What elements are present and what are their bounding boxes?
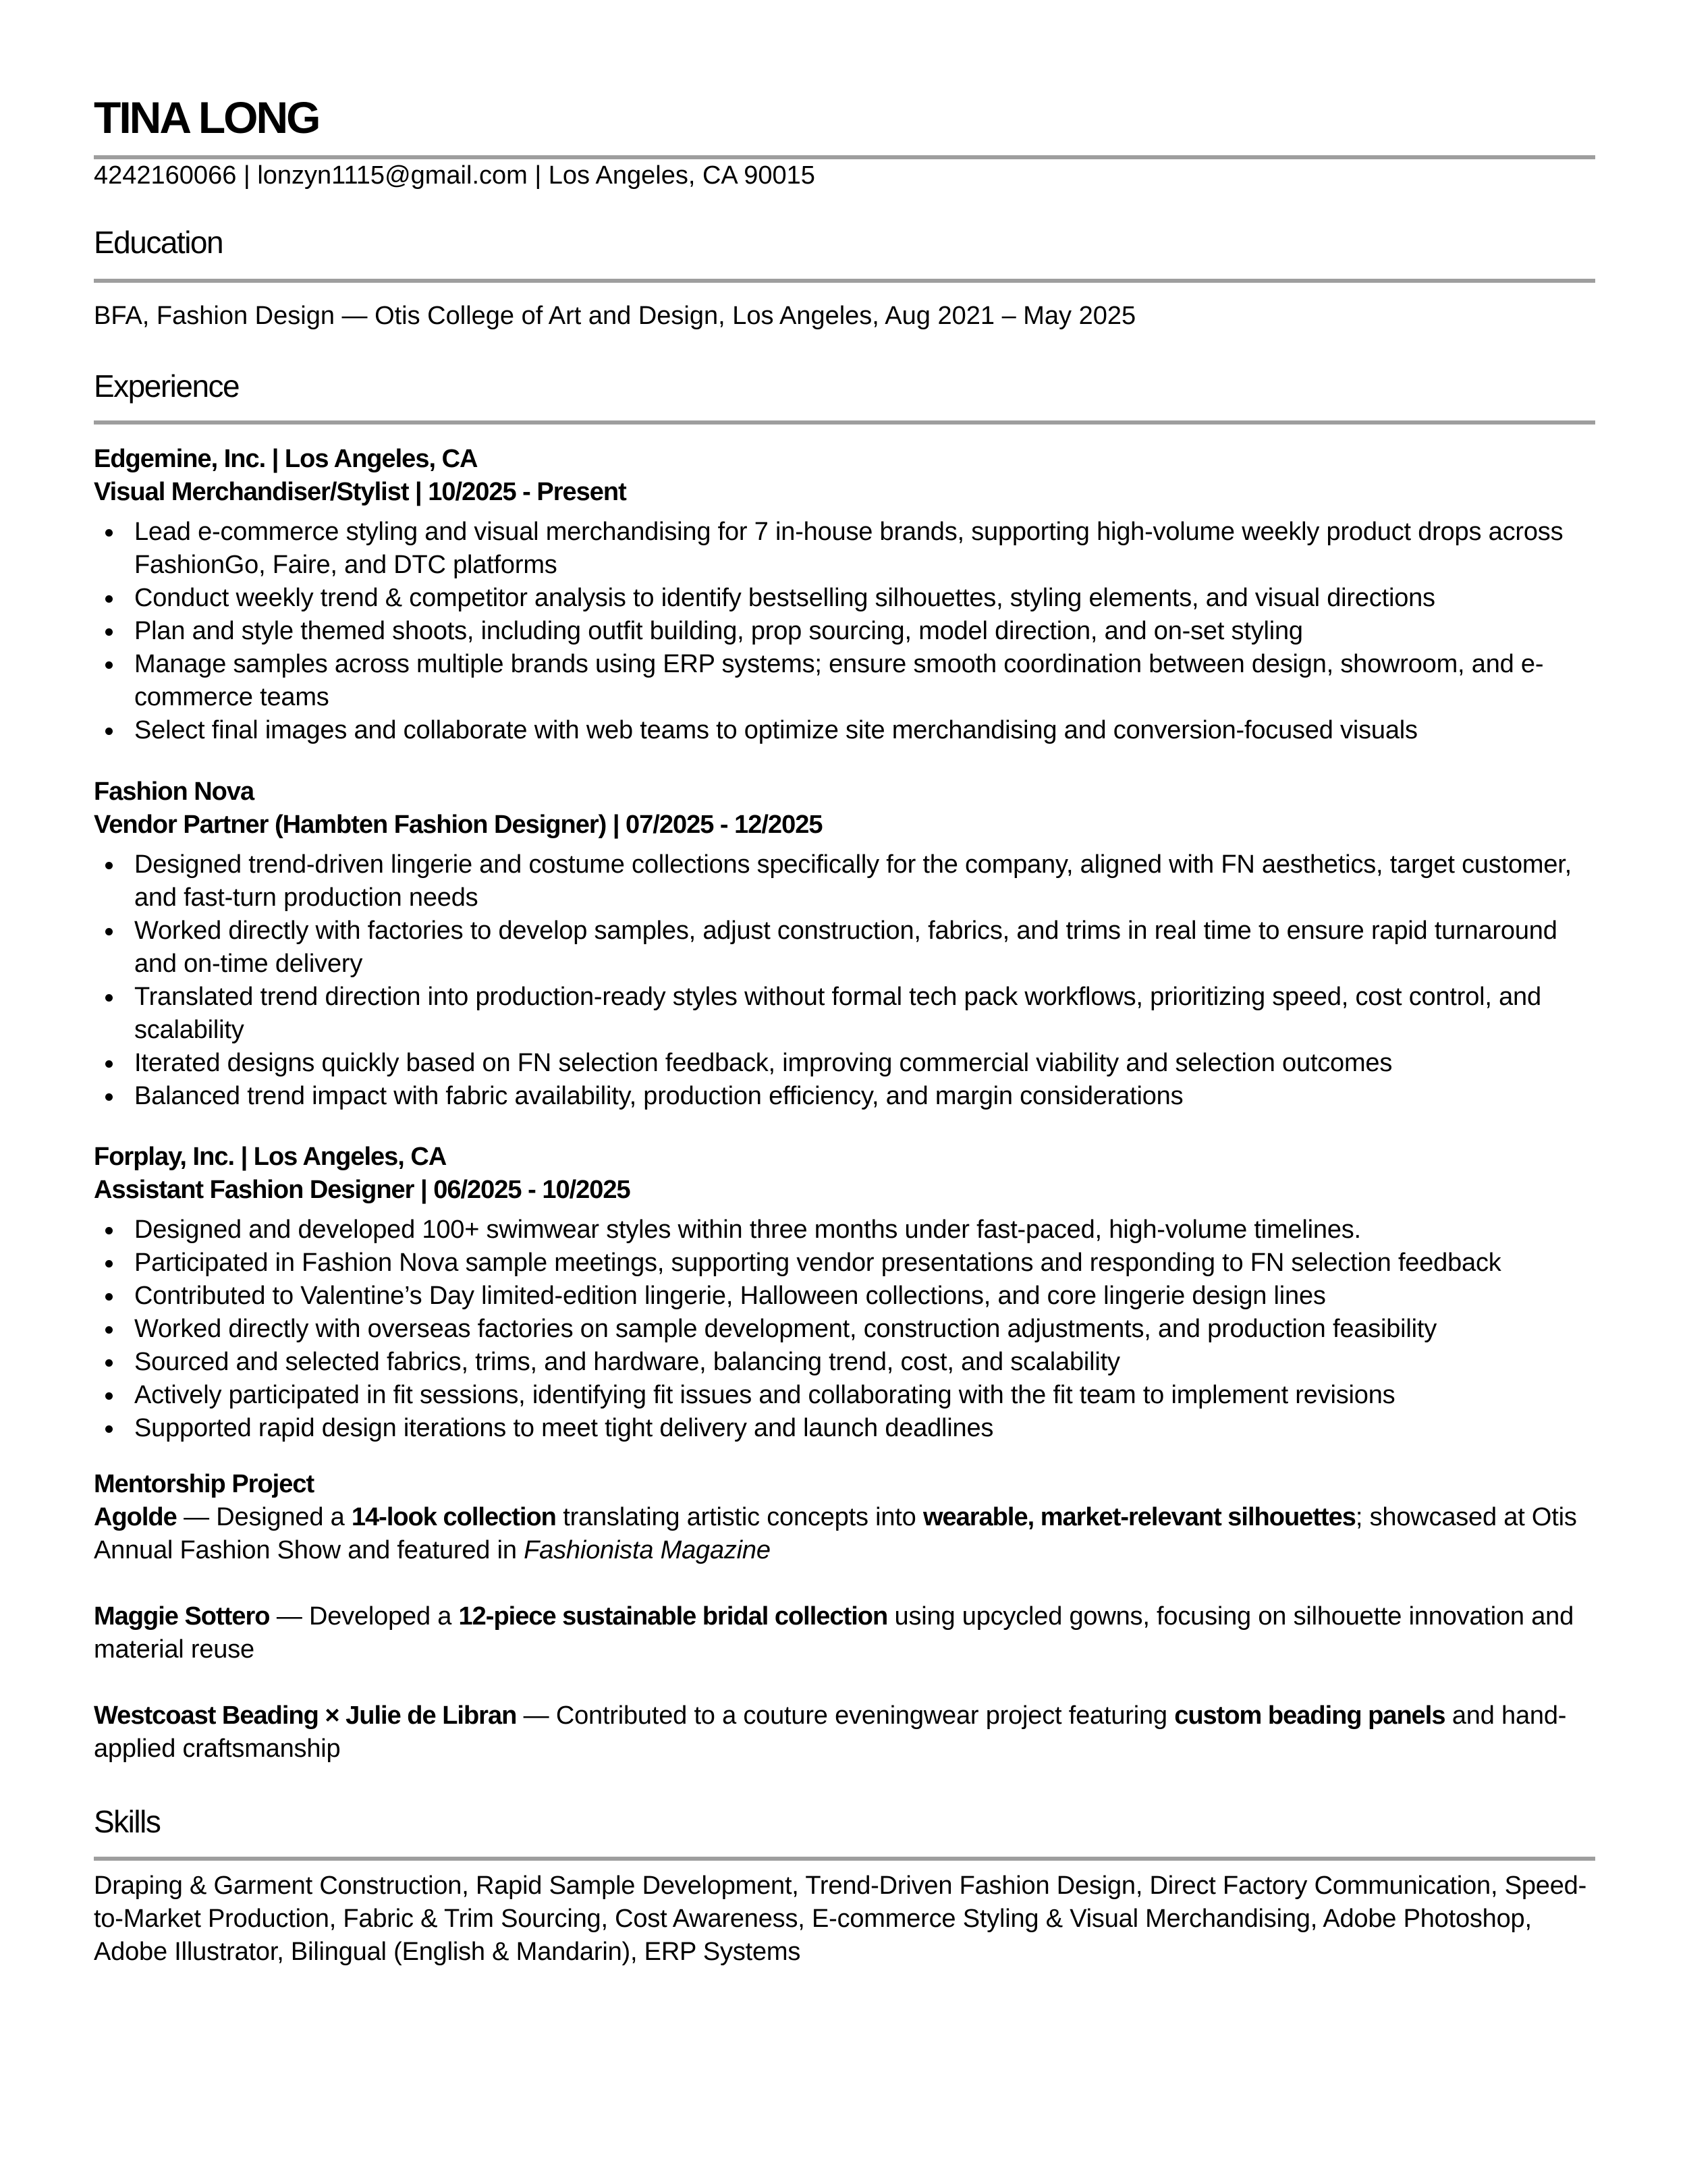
- bullet-item: Worked directly with overseas factories on sample development, construction adjustments, and production feasibility: [94, 1313, 1595, 1346]
- project-text: using upcycled gowns, focusing on silhouette innovation and material reuse: [94, 1602, 1574, 1664]
- mentorship-heading: Mentorship Project: [94, 1470, 314, 1498]
- bullet-item: Designed and developed 100+ swimwear styles within three months under fast-paced, high-volume timelines.: [94, 1213, 1595, 1247]
- job-bullets: [94, 516, 1595, 747]
- bullet-item: Supported rapid design iterations to meet tight delivery and launch deadlines: [94, 1412, 1595, 1445]
- experience-heading: Experience: [94, 368, 240, 404]
- project-highlight: 12-piece sustainable bridal collection: [458, 1602, 888, 1631]
- project-highlight: custom beading panels: [1174, 1701, 1445, 1730]
- bullet-item: Select final images and collaborate with web teams to optimize site merchandising and conversion-focused visuals: [94, 714, 1595, 747]
- spacer: [94, 1567, 1595, 1600]
- contact-line: 4242160066 | lonzyn1115@gmail.com | Los Angeles, CA 90015: [94, 161, 815, 190]
- candidate-name: TINA LONG: [94, 92, 319, 142]
- bullet-item: Participated in Fashion Nova sample meetings, supporting vendor presentations and responding to FN selection feedback: [94, 1247, 1595, 1280]
- bullet-item: Conduct weekly trend & competitor analysis to identify bestselling silhouettes, styling elements, and visual directions: [94, 582, 1595, 615]
- bullet-item: Balanced trend impact with fabric availability, production efficiency, and margin considerations: [94, 1080, 1595, 1113]
- experience-divider: [94, 420, 1595, 425]
- job-role: Visual Merchandiser/Stylist | 10/2025 - Present: [94, 478, 626, 506]
- skills-divider: [94, 1857, 1595, 1861]
- project-text: — Contributed to a couture eveningwear project featuring: [516, 1701, 1175, 1730]
- mentorship-project-agolde: [94, 1501, 1595, 1567]
- mentorship-block: [94, 1468, 1595, 1766]
- bullet-item: Iterated designs quickly based on FN selection feedback, improving commercial viability and selection outcomes: [94, 1047, 1595, 1080]
- bullet-item: Translated trend direction into production-ready styles without formal tech pack workflows, prioritizing speed, cost control, and scalability: [94, 981, 1595, 1047]
- job-company: Edgemine, Inc. | Los Angeles, CA: [94, 445, 478, 473]
- project-text: ; showcased at Otis Annual Fashion Show and featured in: [94, 1503, 1577, 1564]
- project-highlight: wearable, market-relevant silhouettes: [922, 1503, 1356, 1531]
- mentorship-project-westcoast-beading: [94, 1699, 1595, 1766]
- job-company: Fashion Nova: [94, 777, 254, 806]
- publication-name: Fashionista Magazine: [524, 1536, 771, 1564]
- project-highlight: 14-look collection: [351, 1503, 556, 1531]
- education-entry: BFA, Fashion Design — Otis College of Art and Design, Los Angeles, Aug 2021 – May 2025: [94, 302, 1136, 330]
- mentorship-project-maggie-sottero: [94, 1600, 1595, 1666]
- bullet-item: Plan and style themed shoots, including outfit building, prop sourcing, model direction, and on-set styling: [94, 615, 1595, 648]
- job-entry-forplay: [94, 1141, 1595, 1445]
- job-bullets: [94, 1213, 1595, 1445]
- spacer: [94, 1666, 1595, 1699]
- project-name: Maggie Sottero: [94, 1602, 270, 1631]
- project-text: — Designed a: [176, 1503, 352, 1531]
- bullet-item: Actively participated in fit sessions, identifying fit issues and collaborating with the fit team to implement revisions: [94, 1379, 1595, 1412]
- skills-list: Draping & Garment Construction, Rapid Sample Development, Trend-Driven Fashion Design, Direct Factory Communication, Speed-to-Market Production, Fabric & Trim Sourcing, Cost Awareness, E-commerce Styling & Visual Merchandising, Adobe Photoshop, Adobe Illustrator, Bilingual (English & Mandarin), ERP Systems: [94, 1872, 1587, 1966]
- skills-heading: Skills: [94, 1804, 161, 1839]
- bullet-item: Sourced and selected fabrics, trims, and hardware, balancing trend, cost, and scalability: [94, 1346, 1595, 1379]
- project-name: Westcoast Beading × Julie de Libran: [94, 1701, 517, 1730]
- bullet-item: Contributed to Valentine’s Day limited-edition lingerie, Halloween collections, and core lingerie design lines: [94, 1280, 1595, 1313]
- job-entry-fashion-nova: [94, 775, 1595, 1113]
- job-bullets: [94, 848, 1595, 1113]
- project-text: — Developed a: [269, 1602, 459, 1631]
- bullet-item: Manage samples across multiple brands using ERP systems; ensure smooth coordination between design, showroom, and e-commerce teams: [94, 648, 1595, 714]
- project-text: and hand-applied craftsmanship: [94, 1701, 1567, 1763]
- bullet-item: Designed trend-driven lingerie and costume collections specifically for the company, aligned with FN aesthetics, target customer, and fast-turn production needs: [94, 848, 1595, 914]
- bullet-item: Worked directly with factories to develop samples, adjust construction, fabrics, and trims in real time to ensure rapid turnaround and on-time delivery: [94, 914, 1595, 981]
- project-name: Agolde: [94, 1503, 177, 1531]
- bullet-item: Lead e-commerce styling and visual merchandising for 7 in-house brands, supporting high-volume weekly product drops across FashionGo, Faire, and DTC platforms: [94, 516, 1595, 582]
- education-heading: Education: [94, 225, 223, 260]
- job-role: Vendor Partner (Hambten Fashion Designer) | 07/2025 - 12/2025: [94, 811, 823, 839]
- job-company: Forplay, Inc. | Los Angeles, CA: [94, 1143, 447, 1171]
- job-entry-edgemine: [94, 443, 1595, 747]
- job-role: Assistant Fashion Designer | 06/2025 - 10/2025: [94, 1176, 630, 1204]
- education-divider: [94, 279, 1595, 283]
- project-text: translating artistic concepts into: [555, 1503, 923, 1531]
